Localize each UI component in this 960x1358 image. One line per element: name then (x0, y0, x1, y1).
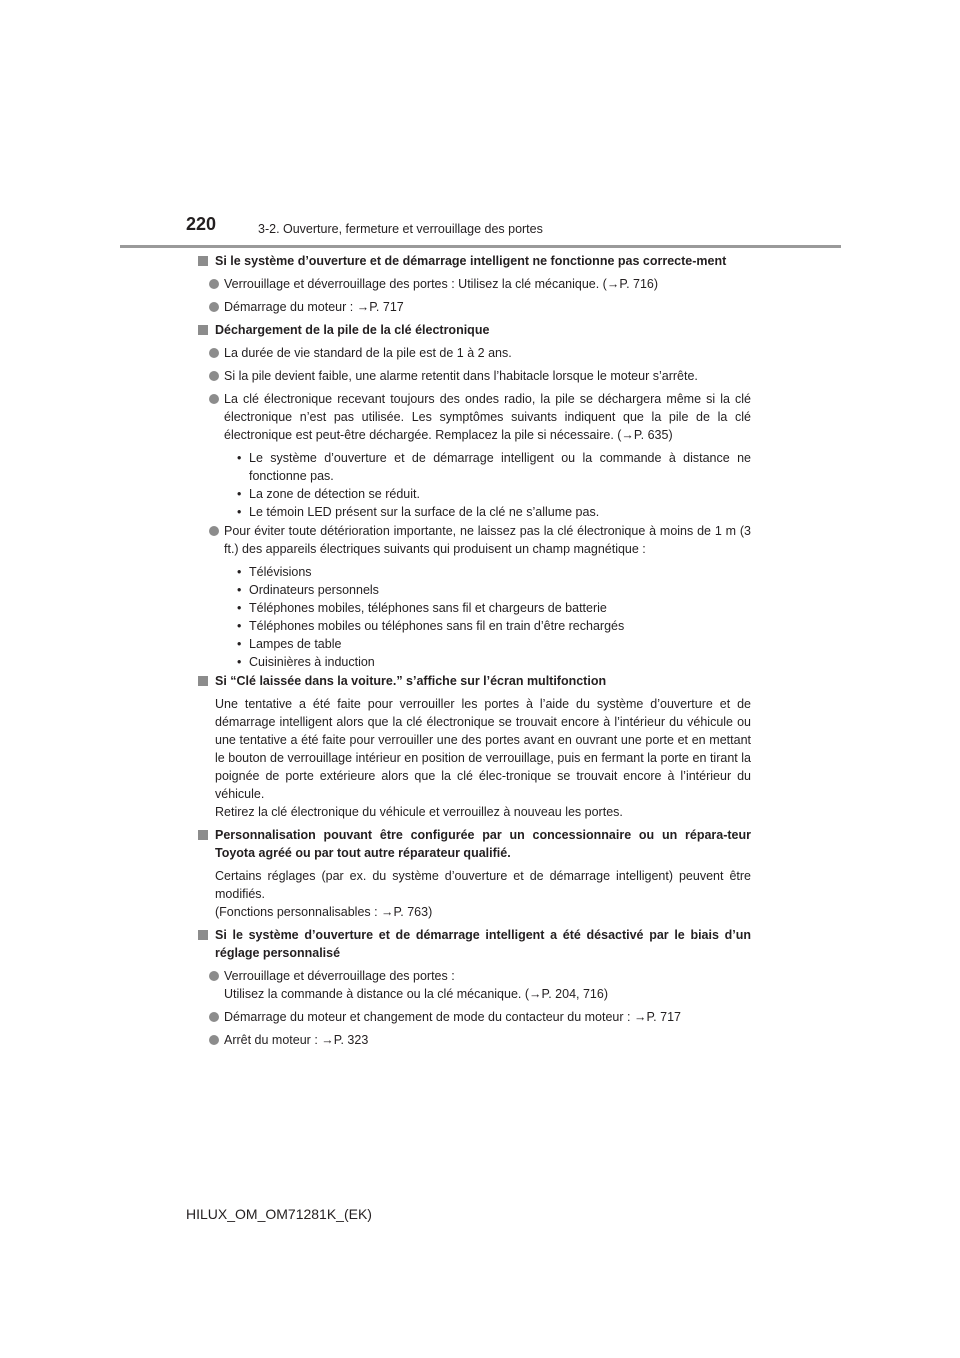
round-bullet-icon (209, 394, 219, 404)
page-number: 220 (186, 214, 217, 234)
list-item: • La zone de détection se réduit. (237, 485, 751, 503)
list-item: • Ordinateurs personnels (237, 581, 751, 599)
bullet-item (197, 275, 751, 293)
bullet-text: Arrêt du moteur : →P. 323 (224, 1033, 369, 1047)
paragraph-text: Une tentative a été faite pour verrouiller les portes à l’aide du système d’ouverture et de démarrage intelligent alors que la clé électronique se trouvait encore à l’intérieur du véhicule ou une tentative a été faite pour verrouiller une des portes avant en ouvrant une porte et en mettant le bouton de verrouillage intérieur en position de verrouillage, puis en fermant la porte en tirant la poignée de porte extérieure alors que la clé élec-tronique se trouvait encore à l’intérieur du véhicule. (215, 697, 751, 801)
list-item: • Téléphones mobiles, téléphones sans fil et chargeurs de batterie (237, 599, 751, 617)
round-bullet-icon (209, 279, 219, 289)
square-bullet-icon (198, 930, 208, 940)
bullet-item (197, 1031, 751, 1049)
heading-text: Si le système d’ouverture et de démarrage intelligent a été désactivé par le biais d’un réglage personnalisé (215, 928, 751, 960)
heading-text: Déchargement de la pile de la clé électronique (215, 323, 490, 337)
paragraph-text: (Fonctions personnalisables : →P. 763) (215, 905, 433, 919)
symptom-list (197, 449, 751, 521)
section-heading (197, 252, 751, 270)
section-heading (197, 672, 751, 690)
square-bullet-icon (198, 676, 208, 686)
paragraph (197, 695, 751, 821)
round-bullet-icon (209, 371, 219, 381)
list-item: • Lampes de table (237, 635, 751, 653)
bullet-text: Démarrage du moteur et changement de mode du contacteur du moteur : →P. 717 (224, 1010, 681, 1024)
round-bullet-icon (209, 348, 219, 358)
section-heading (197, 321, 751, 339)
list-item: • Le témoin LED présent sur la surface de la clé ne s’allume pas. (237, 503, 751, 521)
round-bullet-icon (209, 971, 219, 981)
heading-text: Si le système d’ouverture et de démarrage intelligent ne fonctionne pas correcte-ment (215, 254, 727, 268)
bullet-item (197, 522, 751, 558)
bullet-item (197, 344, 751, 362)
document-code: HILUX_OM_OM71281K_(EK) (186, 1206, 372, 1222)
section-smart-key-failure (197, 252, 751, 316)
square-bullet-icon (198, 325, 208, 335)
heading-text: Si “Clé laissée dans la voiture.” s’affiche sur l’écran multifonction (215, 674, 607, 688)
section-customization (197, 826, 751, 921)
section-heading (197, 926, 751, 962)
bullet-item (197, 367, 751, 385)
header-divider (120, 245, 841, 248)
round-bullet-icon (209, 1035, 219, 1045)
list-item: • Le système d’ouverture et de démarrage intelligent ou la commande à distance ne fonctionne pas. (237, 449, 751, 485)
bullet-item (197, 298, 751, 316)
chapter-title: 3-2. Ouverture, fermeture et verrouillage des portes (258, 222, 543, 236)
list-item: • Cuisinières à induction (237, 653, 751, 671)
bullet-text: Verrouillage et déverrouillage des portes : Utilisez la clé mécanique. (→P. 716) (224, 277, 659, 291)
round-bullet-icon (209, 302, 219, 312)
heading-text: Personnalisation pouvant être configurée par un concessionnaire ou un répara-teur Toyota agréé ou par tout autre réparateur qualifié. (215, 828, 751, 860)
appliance-list (197, 563, 751, 671)
section-battery-depletion (197, 321, 751, 671)
bullet-item (197, 390, 751, 444)
paragraph-text: Certains réglages (par ex. du système d’ouverture et de démarrage intelligent) peuvent être modifiés. (215, 869, 751, 901)
list-item: • Télévisions (237, 563, 751, 581)
bullet-text: Utilisez la commande à distance ou la clé mécanique. (→P. 204, 716) (224, 987, 609, 1001)
square-bullet-icon (198, 256, 208, 266)
round-bullet-icon (209, 1012, 219, 1022)
bullet-item (197, 1008, 751, 1026)
bullet-text: Pour éviter toute détérioration importante, ne laissez pas la clé électronique à moins de 1 m (3 ft.) des appareils électriques suivants qui produisent un champ magnétique : (224, 524, 751, 556)
list-item: • Téléphones mobiles ou téléphones sans fil en train d’être rechargés (237, 617, 751, 635)
bullet-item (197, 967, 751, 1003)
paragraph (197, 867, 751, 921)
bullet-text: Si la pile devient faible, une alarme retentit dans l’habitacle lorsque le moteur s’arrête. (224, 369, 698, 383)
section-system-deactivated (197, 926, 751, 1049)
paragraph-text: Retirez la clé électronique du véhicule et verrouillez à nouveau les portes. (215, 805, 623, 819)
bullet-text: Démarrage du moteur : →P. 717 (224, 300, 404, 314)
section-heading (197, 826, 751, 862)
square-bullet-icon (198, 830, 208, 840)
section-key-left-in-vehicle (197, 672, 751, 821)
page-content (197, 252, 751, 1054)
bullet-text: La durée de vie standard de la pile est de 1 à 2 ans. (224, 346, 512, 360)
bullet-text: La clé électronique recevant toujours des ondes radio, la pile se déchargera même si la clé électronique n’est pas utilisée. Les symptômes suivants indiquent que la pile de la clé électronique est peut-être déchargée. Remplacez la pile si nécessaire. (→P. 635) (224, 392, 751, 442)
round-bullet-icon (209, 526, 219, 536)
bullet-text: Verrouillage et déverrouillage des portes : (224, 969, 455, 983)
